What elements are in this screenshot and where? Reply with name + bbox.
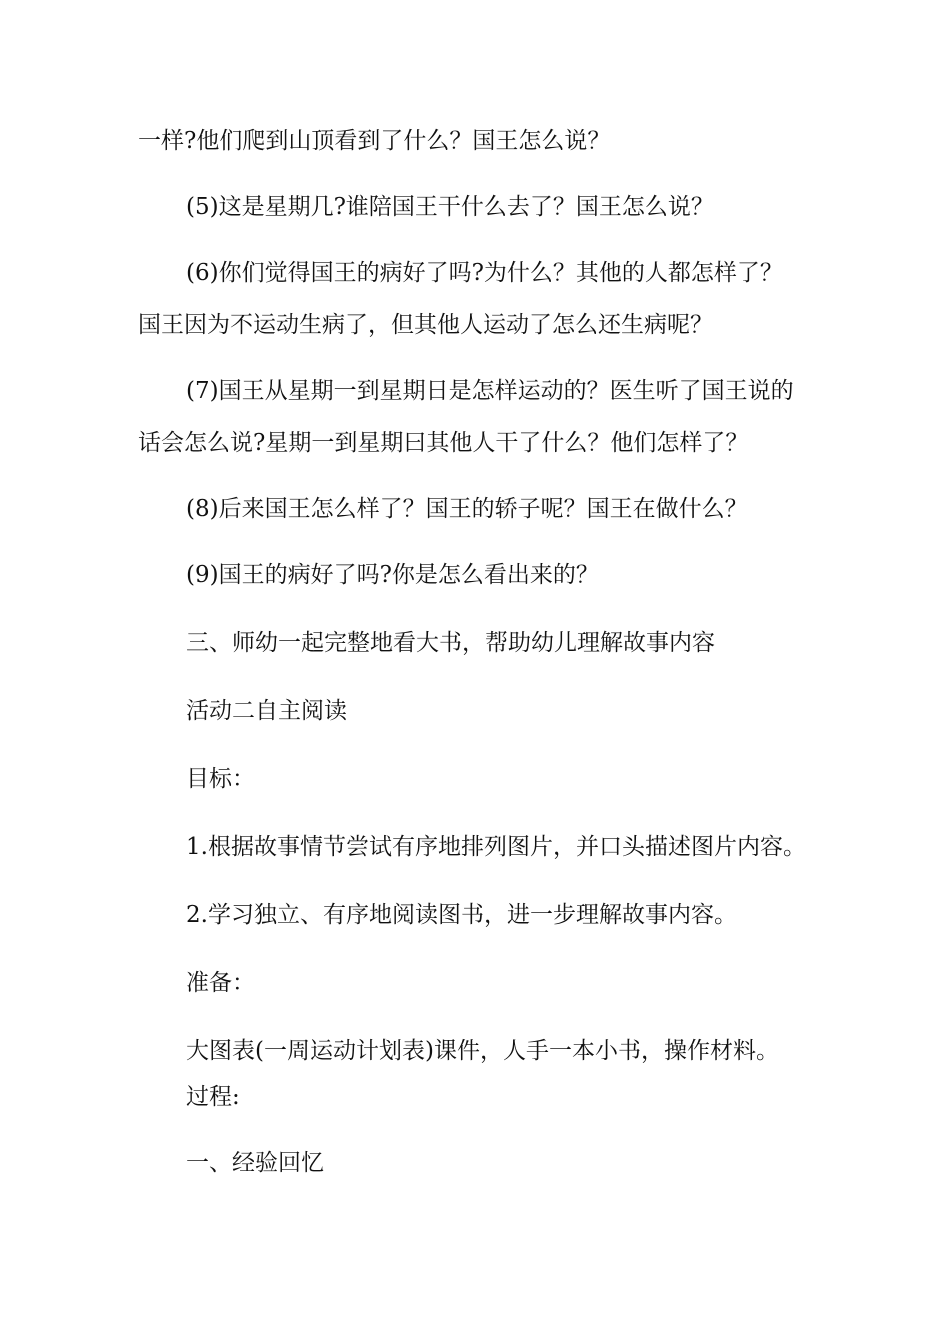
- goal-item-2: 2.学习独立、有序地阅读图书，进一步理解故事内容。: [186, 902, 737, 928]
- section-heading-3: 三、师幼一起完整地看大书，帮助幼儿理解故事内容: [186, 630, 715, 656]
- text-line-8: (9)国王的病好了吗?你是怎么看出来的？: [186, 562, 599, 588]
- text-line-1: 一样?他们爬到山顶看到了什么？国王怎么说？: [138, 128, 611, 154]
- preparation-text: 大图表(一周运动计划表)课件，人手一本小书，操作材料。: [186, 1038, 779, 1064]
- section-heading-1: 一、经验回忆: [186, 1150, 324, 1176]
- preparation-label: 准备：: [186, 970, 255, 996]
- goals-label: 目标：: [186, 766, 255, 792]
- text-line-3: (6)你们觉得国王的病好了吗?为什么？其他的人都怎样了？: [186, 260, 783, 286]
- process-label: 过程:: [186, 1084, 240, 1110]
- text-line-7: (8)后来国王怎么样了？国王的轿子呢？国王在做什么？: [186, 496, 748, 522]
- text-line-4: 国王因为不运动生病了，但其他人运动了怎么还生病呢？: [138, 312, 713, 338]
- text-line-2: (5)这是星期几?谁陪国王干什么去了？国王怎么说？: [186, 194, 714, 220]
- text-line-6: 话会怎么说?星期一到星期曰其他人干了什么？他们怎样了？: [138, 430, 749, 456]
- goal-item-1: 1.根据故事情节尝试有序地排列图片，并口头描述图片内容。: [186, 834, 806, 860]
- activity-title: 活动二自主阅读: [186, 698, 347, 724]
- text-line-5: (7)国王从星期一到星期日是怎样运动的？医生听了国王说的: [186, 378, 794, 404]
